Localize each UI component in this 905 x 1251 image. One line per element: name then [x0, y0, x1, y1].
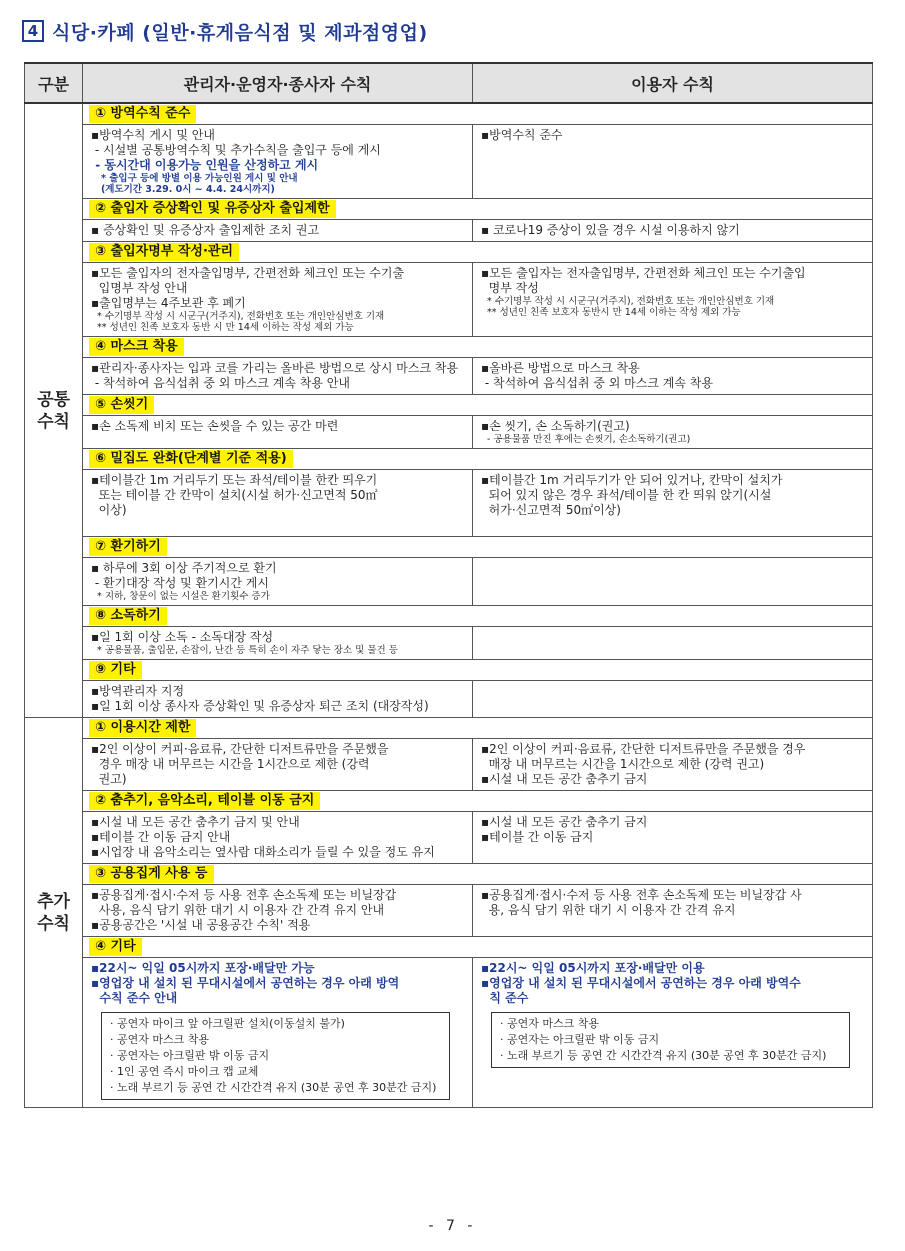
rule-line: - 환기대장 작성 및 환기시간 게시: [91, 576, 269, 590]
user-rules-cell: [473, 263, 872, 336]
user-rules-cell: [473, 681, 872, 717]
rule-line: ** 성년인 친족 보호자 동반시 만 14세 이하는 작성 제외 가능: [481, 307, 741, 318]
title-number-box: 4: [22, 20, 44, 42]
header-user-rules: 이용자 수칙: [631, 74, 714, 94]
user-rules-cell: [473, 958, 872, 1107]
rule-line: * 수기명부 작성 시 시군구(거주지), 전화번호 또는 개인안심번호 기재: [481, 296, 775, 307]
section-heading: ① 이용시간 제한: [89, 719, 196, 737]
section-heading: ⑧ 소독하기: [89, 607, 167, 625]
operator-rules-cell: [83, 220, 473, 241]
rule-line: - 시설별 공통방역수칙 및 추가수칙을 출입구 등에 게시: [91, 143, 381, 157]
rule-line: ▪2인 이상이 커피·음료류, 간단한 디저트류만을 주문했을 경우: [481, 742, 806, 756]
user-rules-cell: [473, 812, 872, 863]
box-line: · 1인 공연 즉시 마이크 캡 교체: [110, 1065, 259, 1078]
section-heading-row: [83, 104, 872, 125]
section-heading: ① 방역수칙 준수: [89, 105, 196, 123]
rule-line: ▪ 증상확인 및 유증상자 출입제한 조치 권고: [91, 223, 320, 237]
header-operator-rules: 관리자·운영자·종사자 수칙: [83, 64, 473, 102]
user-rules-cell: [473, 739, 872, 790]
rule-line: ▪테이블간 1m 거리두기가 안 되어 있거나, 칸막이 설치가: [481, 473, 783, 487]
group-row: [25, 718, 873, 1108]
section-heading-row: [83, 937, 872, 958]
section-heading-row: [83, 606, 872, 627]
rule-line: ▪시업장 내 음악소리는 옆사람 대화소리가 들릴 수 있을 정도 유지: [91, 845, 435, 859]
section-heading: ② 출입자 증상확인 및 유증상자 출입제한: [89, 200, 336, 218]
section-heading-row: [83, 718, 872, 739]
rule-line: ▪공용집게·접시·수저 등 사용 전후 손소독제 또는 비닐장갑 사: [481, 888, 802, 902]
rule-line: 용, 음식 담기 위한 대기 시 이용자 간 간격 유지: [481, 903, 736, 917]
section-body: [83, 812, 872, 864]
section-body: [83, 470, 872, 537]
rule-line: [481, 518, 866, 533]
rule-line: * 수기명부 작성 시 시군구(거주지), 전화번호 또는 개인안심번호 기재: [91, 311, 385, 322]
user-rules-cell: [473, 627, 872, 659]
box-line: · 노래 부르기 등 공연 간 시간간격 유지 (30분 공연 후 30분간 금지): [110, 1081, 437, 1094]
user-rules-cell: [473, 220, 872, 241]
rule-line: 사용, 음식 담기 위한 대기 시 이용자 간 간격 유지 안내: [91, 903, 385, 917]
rule-line: 매장 내 머무르는 시간을 1시간으로 제한 (강력 권고): [481, 757, 765, 771]
box-line: · 노래 부르기 등 공연 간 시간간격 유지 (30분 공연 후 30분간 금지): [500, 1049, 827, 1062]
group-category: 공통 수칙: [25, 103, 83, 718]
section-heading-row: [83, 449, 872, 470]
rule-line: [91, 518, 466, 533]
rule-line: 권고): [91, 772, 127, 786]
rule-line: ▪공용집게·접시·수저 등 사용 전후 손소독제 또는 비닐장갑: [91, 888, 397, 902]
page-number: - 7 -: [428, 1218, 477, 1234]
section-heading-row: [83, 660, 872, 681]
rule-line: ▪2인 이상이 커피·음료류, 간단한 디저트류만을 주문했을: [91, 742, 389, 756]
rule-line: ▪방역수칙 게시 및 안내: [91, 128, 215, 142]
section-body: [83, 739, 872, 791]
operator-rules-cell: [83, 885, 473, 936]
user-rules-cell: [473, 470, 872, 536]
title-text: 식당·카페 (일반·휴게음식점 및 제과점영업): [52, 21, 428, 44]
operator-rules-cell: [83, 812, 473, 863]
rule-line: ▪출입명부는 4주보관 후 폐기: [91, 296, 246, 310]
rule-line: ▪올바른 방법으로 마스크 착용: [481, 361, 640, 375]
operator-rules-cell: [83, 416, 473, 448]
user-rules-cell: [473, 416, 872, 448]
section-body: [83, 358, 872, 395]
rule-line: ** 성년인 친족 보호자 동반 시 만 14세 이하는 작성 제외 가능: [91, 322, 354, 333]
rule-line: ▪테이블간 1m 거리두기 또는 좌석/테이블 한칸 띄우기: [91, 473, 378, 487]
rule-line: - 동시간대 이용가능 인원을 산정하고 게시: [91, 158, 319, 172]
user-rules-cell: [473, 125, 872, 198]
rule-line: ▪방역수칙 준수: [481, 128, 563, 142]
operator-rules-cell: [83, 739, 473, 790]
section-heading-row: [83, 791, 872, 812]
rule-line: 칙 준수: [481, 991, 529, 1005]
rule-line: * 출입구 등에 방별 이용 가능인원 게시 및 안내: [91, 173, 298, 184]
rule-line: ▪공용공간은 '시설 내 공용공간 수칙' 적용: [91, 918, 311, 932]
rule-line: 허가·신고면적 50㎡이상): [481, 503, 621, 517]
performance-rules-box: [491, 1012, 850, 1068]
group-row: [25, 103, 873, 718]
box-line: · 공연자 마스크 착용: [110, 1033, 209, 1046]
section-heading: ⑦ 환기하기: [89, 538, 167, 556]
rule-line: 또는 테이블 간 칸막이 설치(시설 허가·신고면적 50㎡: [91, 488, 378, 502]
rule-line: ▪모든 출입자의 전자출입명부, 간편전화 체크인 또는 수기출: [91, 266, 405, 280]
box-line: · 공연자는 아크릴판 밖 이동 금지: [110, 1049, 270, 1062]
rule-line: * 공용물품, 출입문, 손잡이, 난간 등 특히 손이 자주 닿는 장소 및 물건 등: [91, 645, 398, 656]
rule-line: 입명부 작성 안내: [91, 281, 188, 295]
section-heading: ⑥ 밀집도 완화(단계별 기준 적용): [89, 450, 293, 468]
box-line: · 공연자 마스크 착용: [500, 1017, 599, 1030]
rule-line: ▪일 1회 이상 종사자 증상확인 및 유증상자 퇴근 조치 (대장작성): [91, 699, 429, 713]
rule-line: ▪ 하루에 3회 이상 주기적으로 환기: [91, 561, 277, 575]
rule-line: ▪관리자·종사자는 입과 코를 가리는 올바른 방법으로 상시 마스크 착용: [91, 361, 459, 375]
section-heading: ② 춤추기, 음악소리, 테이블 이동 금지: [89, 792, 320, 810]
rule-line: - 착석하여 음식섭취 중 외 마스크 계속 착용: [481, 376, 713, 390]
section-heading: ③ 공용집게 사용 등: [89, 865, 214, 883]
operator-rules-cell: [83, 470, 473, 536]
rule-line: ▪시설 내 모든 공간 춤추기 금지 및 안내: [91, 815, 300, 829]
section-body: [83, 220, 872, 242]
section-body: [83, 627, 872, 660]
section-heading-row: [83, 864, 872, 885]
rule-line: 경우 매장 내 머무르는 시간을 1시간으로 제한 (강력: [91, 757, 370, 771]
rule-line: ▪영업장 내 설치 된 무대시설에서 공연하는 경우 아래 방역: [91, 976, 400, 990]
section-heading-row: [83, 242, 872, 263]
rules-table: [24, 62, 873, 1108]
rule-line: ▪22시~ 익일 05시까지 포장·배달만 가능: [91, 961, 315, 975]
group-category: 추가 수칙: [25, 718, 83, 1108]
rule-line: ▪ 코로나19 증상이 있을 경우 시설 이용하지 않기: [481, 223, 740, 237]
section-body: [83, 125, 872, 199]
rule-line: (계도기간 3.29. 0시 ~ 4.4. 24시까지): [91, 184, 275, 195]
section-heading: ⑤ 손씻기: [89, 396, 154, 414]
section-heading-row: [83, 199, 872, 220]
operator-rules-cell: [83, 263, 473, 336]
rule-line: ▪22시~ 익일 05시까지 포장·배달만 이용: [481, 961, 705, 975]
rule-line: ▪손 소독제 비치 또는 손씻을 수 있는 공간 마련: [91, 419, 339, 433]
rule-line: 이상): [91, 503, 127, 517]
operator-rules-cell: [83, 958, 473, 1107]
rule-line: ▪테이블 간 이동 금지 안내: [91, 830, 231, 844]
rule-line: - 착석하여 음식섭취 중 외 마스크 계속 착용 안내: [91, 376, 350, 390]
operator-rules-cell: [83, 558, 473, 605]
section-body: [83, 958, 872, 1107]
box-line: · 공연자는 아크릴판 밖 이동 금지: [500, 1033, 660, 1046]
operator-rules-cell: [83, 358, 473, 394]
table-header-row: [25, 63, 873, 103]
operator-rules-cell: [83, 627, 473, 659]
section-body: [83, 416, 872, 449]
section-body: [83, 885, 872, 937]
rule-line: 되어 있지 않은 경우 좌석/테이블 한 칸 띄워 앉기(시설: [481, 488, 772, 502]
rule-line: ▪시설 내 모든 공간 춤추기 금지: [481, 815, 648, 829]
section-heading: ③ 출입자명부 작성·관리: [89, 243, 239, 261]
header-category: 구분: [25, 63, 83, 103]
rule-line: ▪테이블 간 이동 금지: [481, 830, 594, 844]
section-heading: ④ 기타: [89, 938, 142, 956]
user-rules-cell: [473, 885, 872, 936]
section-body: [83, 681, 872, 717]
rule-line: ▪손 씻기, 손 소독하기(권고): [481, 419, 630, 433]
rule-line: - 공용물품 만진 후에는 손씻기, 손소독하기(권고): [481, 434, 691, 445]
section-heading: ⑨ 기타: [89, 661, 142, 679]
operator-rules-cell: [83, 125, 473, 198]
performance-rules-box: [101, 1012, 450, 1100]
rule-line: ▪방역관리자 지정: [91, 684, 185, 698]
user-rules-cell: [473, 358, 872, 394]
section-heading-row: [83, 537, 872, 558]
section-body: [83, 558, 872, 606]
rule-line: ▪모든 출입자는 전자출입명부, 간편전화 체크인 또는 수기출입: [481, 266, 806, 280]
rule-line: ▪일 1회 이상 소독 - 소독대장 작성: [91, 630, 274, 644]
operator-rules-cell: [83, 681, 473, 717]
box-line: · 공연자 마이크 앞 아크릴판 설치(이동설치 불가): [110, 1017, 345, 1030]
rule-line: 수칙 준수 안내: [91, 991, 178, 1005]
section-heading: ④ 마스크 착용: [89, 338, 184, 356]
rule-line: ▪시설 내 모든 공간 춤추기 금지: [481, 772, 648, 786]
section-body: [83, 263, 872, 337]
page-title: [22, 14, 428, 48]
user-rules-cell: [473, 558, 872, 605]
section-heading-row: [83, 395, 872, 416]
section-heading-row: [83, 337, 872, 358]
rule-line: 명부 작성: [481, 281, 539, 295]
rule-line: * 지하, 창문이 없는 시설은 환기횟수 증가: [91, 591, 270, 602]
rule-line: ▪영업장 내 설치 된 무대시설에서 공연하는 경우 아래 방역수: [481, 976, 801, 990]
